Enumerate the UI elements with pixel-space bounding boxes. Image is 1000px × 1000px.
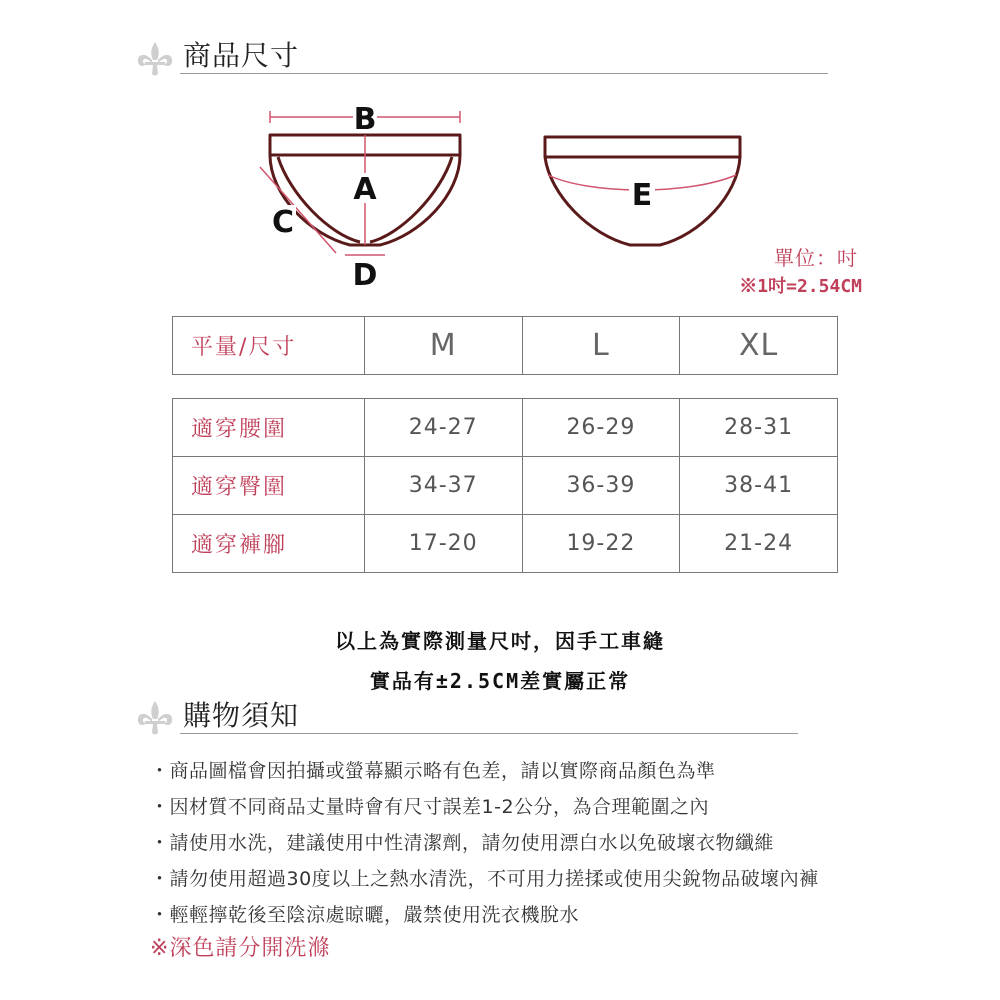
measurement-note-line2: 實品有±2.5CM差實屬正常 bbox=[369, 669, 631, 693]
header-label: 平量/尺寸 bbox=[173, 317, 365, 375]
label-d: D bbox=[352, 258, 378, 293]
tip-water-temperature: ・請勿使用超過30度以上之熱水清洗，不可用力搓揉或使用尖銳物品破壞內褲 bbox=[150, 868, 819, 890]
unit-label: 單位：吋 bbox=[774, 246, 858, 270]
fleur-de-lis-icon bbox=[133, 38, 177, 82]
size-l: L bbox=[522, 317, 680, 375]
tip-color-difference: ・商品圖檔會因拍攝或螢幕顯示略有色差，請以實際商品顏色為準 bbox=[150, 760, 716, 782]
table-row bbox=[173, 457, 838, 515]
size-xl: XL bbox=[680, 317, 838, 375]
row-label: 適穿腰圍 bbox=[173, 399, 365, 457]
table-cell: 24-27 bbox=[364, 399, 522, 457]
table-cell: 34-37 bbox=[364, 457, 522, 515]
size-section-title: 商品尺寸 bbox=[183, 39, 300, 72]
row-label: 適穿臀圍 bbox=[173, 457, 365, 515]
section-divider bbox=[180, 73, 828, 74]
tip-drying: ・輕輕擰乾後至陰涼處晾曬，嚴禁使用洗衣機脫水 bbox=[150, 904, 580, 926]
table-cell: 28-31 bbox=[680, 399, 838, 457]
table-row bbox=[173, 515, 838, 573]
briefs-front-diagram bbox=[250, 95, 480, 295]
size-values-table bbox=[172, 398, 838, 573]
row-label: 適穿褲腳 bbox=[173, 515, 365, 573]
label-e: E bbox=[631, 178, 653, 213]
tip-wash-method: ・請使用水洗，建議使用中性清潔劑，請勿使用漂白水以免破壞衣物纖維 bbox=[150, 832, 775, 854]
measurement-note-line1: 以上為實際測量尺吋，因手工車縫 bbox=[335, 629, 665, 653]
size-header-table bbox=[172, 316, 838, 375]
tip-size-tolerance: ・因材質不同商品丈量時會有尺寸誤差1-2公分，為合理範圍之內 bbox=[150, 796, 710, 818]
table-cell: 21-24 bbox=[680, 515, 838, 573]
fleur-de-lis-icon bbox=[133, 697, 177, 741]
dark-color-warning: ※深色請分開洗滌 bbox=[150, 936, 331, 961]
size-m: M bbox=[364, 317, 522, 375]
section-divider bbox=[180, 733, 798, 734]
table-cell: 17-20 bbox=[364, 515, 522, 573]
table-cell: 19-22 bbox=[522, 515, 680, 573]
unit-conversion: ※1吋=2.54CM bbox=[739, 276, 862, 297]
table-header-row bbox=[173, 317, 838, 375]
shopping-section-title: 購物須知 bbox=[183, 699, 300, 732]
table-cell: 38-41 bbox=[680, 457, 838, 515]
table-cell: 26-29 bbox=[522, 399, 680, 457]
label-a: A bbox=[353, 172, 377, 207]
label-c: C bbox=[271, 205, 295, 240]
table-cell: 36-39 bbox=[522, 457, 680, 515]
table-row bbox=[173, 399, 838, 457]
label-b: B bbox=[353, 102, 377, 137]
